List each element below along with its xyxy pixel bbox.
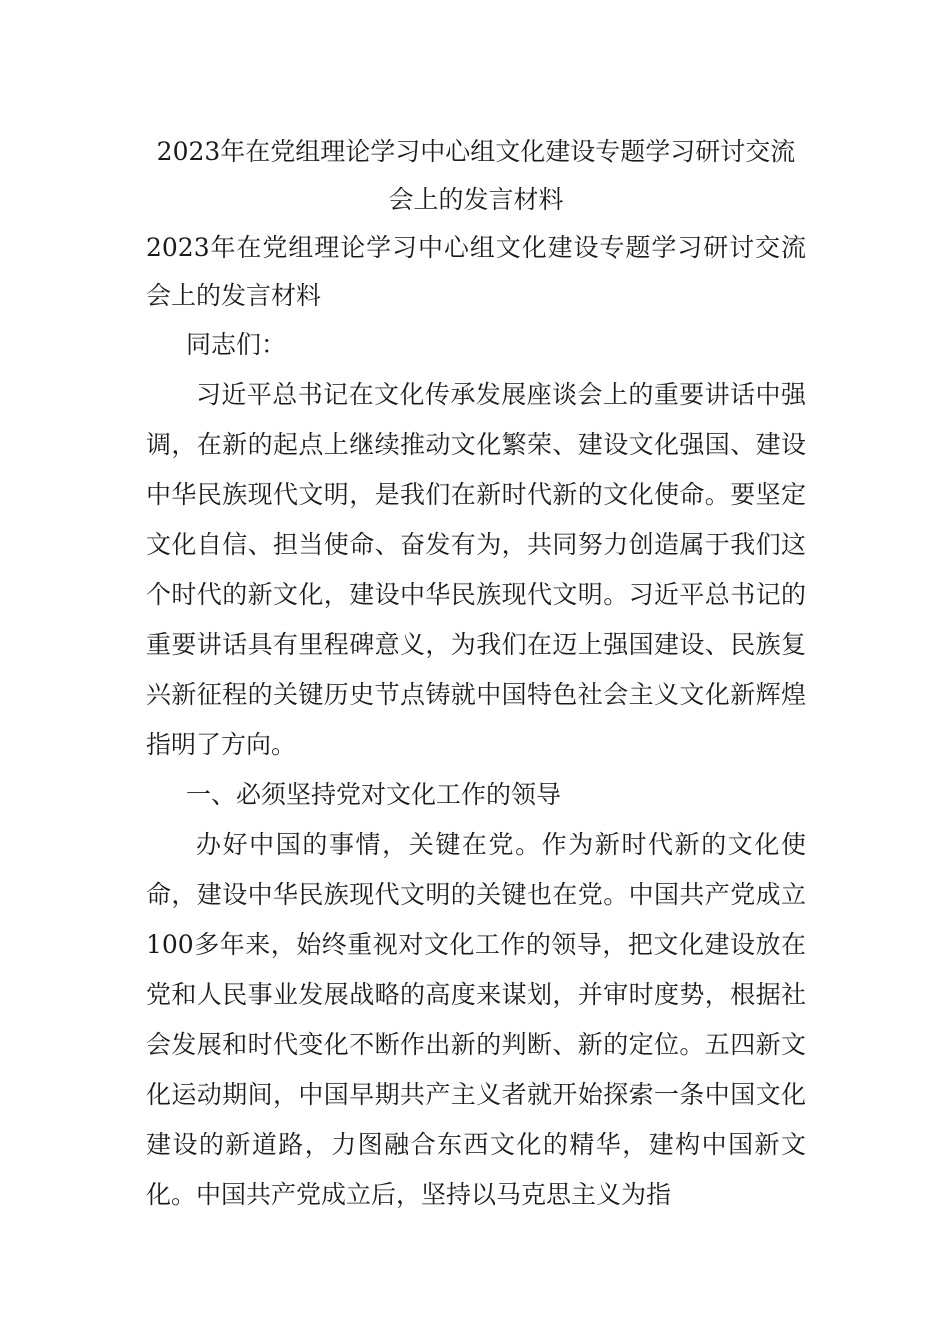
document-title: 2023年在党组理论学习中心组文化建设专题学习研讨交流会上的发言材料	[156, 137, 796, 214]
paragraph-body: 办好中国的事情，关键在党。作为新时代新的文化使命，建设中华民族现代文明的关键也在党。中国共产党成立100多年来，始终重视对文化工作的领导，把文化建设放在党和人民事业发展战略的高度来谋划，并审时度势，根据社会发展和时代变化不断作出新的判断、新的定位。五四新文化运动期间，中国早期共产主义者就开始探索一条中国文化建设的新道路，力图融合东西文化的精华，建构中国新文化。中国共产党成立后，坚持以马克思主义为指	[146, 830, 806, 1209]
document-title-repeat: 2023年在党组理论学习中心组文化建设专题学习研讨交流会上的发言材料	[146, 233, 806, 310]
section-heading: 一、必须坚持党对文化工作的领导	[186, 780, 562, 809]
salutation: 同志们：	[186, 330, 287, 359]
document-page	[146, 128, 806, 1220]
paragraph-intro: 习近平总书记在文化传承发展座谈会上的重要讲话中强调，在新的起点上继续推动文化繁荣、建设文化强国、建设中华民族现代文明，是我们在新时代新的文化使命。要坚定文化自信、担当使命、奋发有为，共同努力创造属于我们这个时代的新文化，建设中华民族现代文明。习近平总书记的重要讲话具有里程碑意义，为我们在迈上强国建设、民族复兴新征程的关键历史节点铸就中国特色社会主义文化新辉煌指明了方向。	[146, 380, 806, 759]
